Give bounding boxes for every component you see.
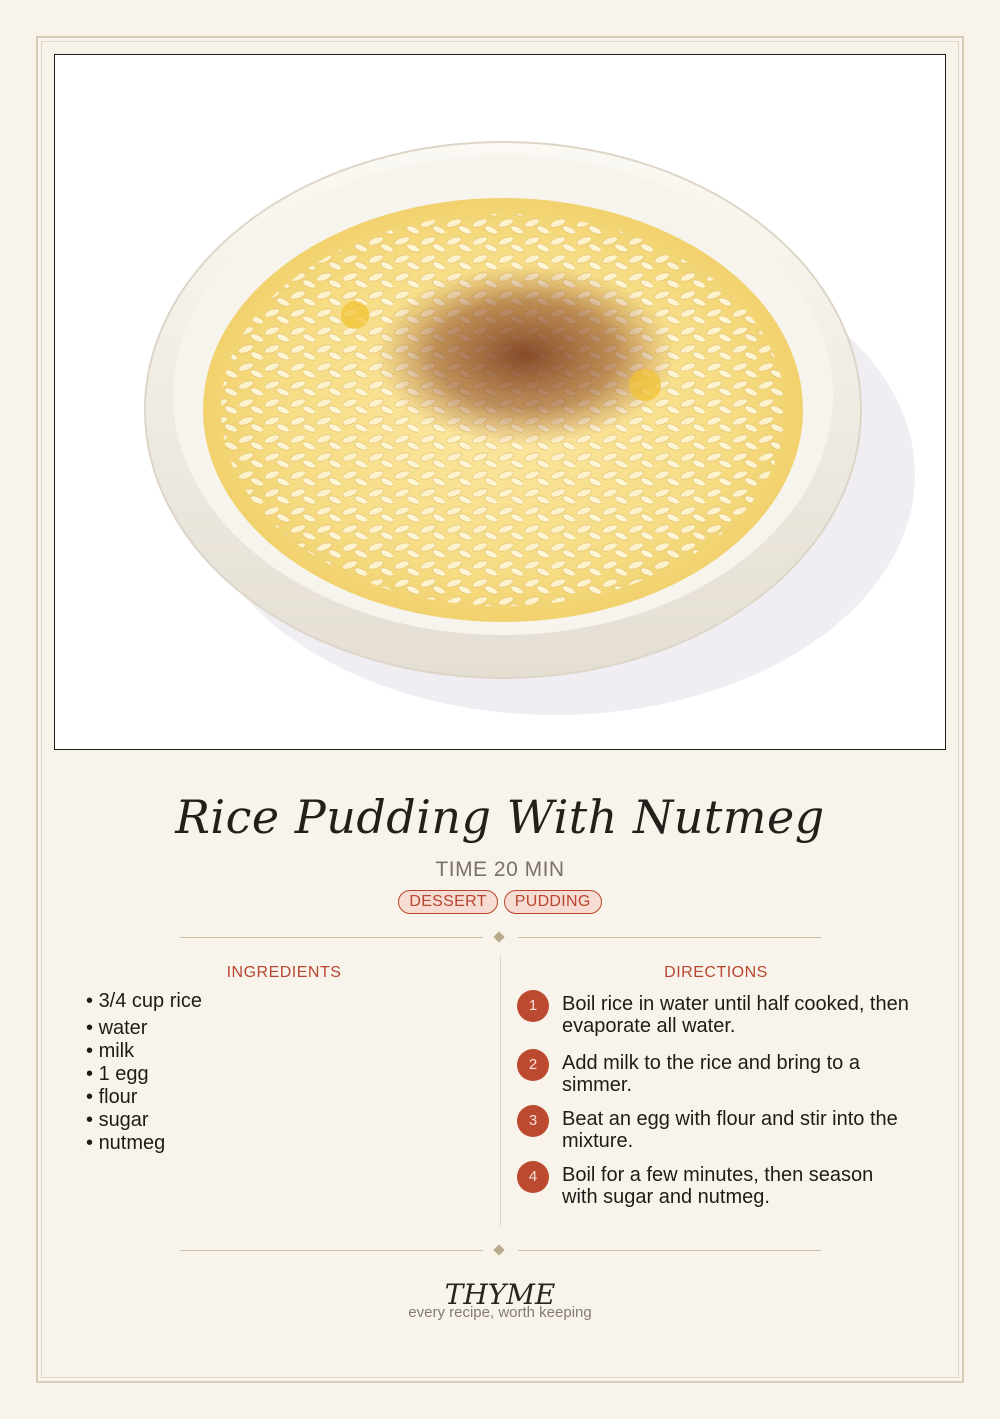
tag-pudding[interactable]: PUDDING	[504, 890, 602, 914]
diamond-ornament-icon	[493, 931, 504, 942]
ingredients-list	[86, 990, 202, 1155]
diamond-ornament-icon	[493, 1244, 504, 1255]
tag-list	[0, 890, 1000, 914]
step-text: Add milk to the rice and bring to a simmer.	[562, 1052, 860, 1096]
ingredients-heading: INGREDIENTS	[226, 964, 342, 981]
ingredient-item: • nutmeg	[86, 1132, 202, 1155]
cook-time: TIME 20 MIN	[435, 858, 565, 881]
ingredient-item: • sugar	[86, 1109, 202, 1132]
recipe-photo	[54, 54, 946, 750]
ingredient-item: • 1 egg	[86, 1063, 202, 1086]
recipe-title: Rice Pudding With Nutmeg	[175, 790, 825, 844]
step-number-badge: 3	[517, 1105, 549, 1137]
step-number-badge: 1	[517, 990, 549, 1022]
bottom-divider	[180, 1245, 821, 1257]
ingredient-item: • 3/4 cup rice	[86, 990, 202, 1013]
brand-name: THYME	[444, 1278, 556, 1311]
top-divider	[180, 932, 821, 944]
ingredient-item: • flour	[86, 1086, 202, 1109]
ingredient-item: • milk	[86, 1040, 202, 1063]
brand-tagline: every recipe, worth keeping	[408, 1304, 592, 1321]
directions-heading: DIRECTIONS	[664, 964, 768, 981]
column-divider	[500, 955, 501, 1227]
step-text: Beat an egg with flour and stir into the mixture.	[562, 1108, 898, 1152]
step-number-badge: 4	[517, 1161, 549, 1193]
ingredient-item: • water	[86, 1017, 202, 1040]
step-number-badge: 2	[517, 1049, 549, 1081]
rice-pudding-bowl-illustration	[55, 55, 945, 749]
tag-dessert[interactable]: DESSERT	[398, 890, 497, 914]
step-text: Boil rice in water until half cooked, then evaporate all water.	[562, 993, 909, 1037]
step-text: Boil for a few minutes, then season with sugar and nutmeg.	[562, 1164, 874, 1208]
